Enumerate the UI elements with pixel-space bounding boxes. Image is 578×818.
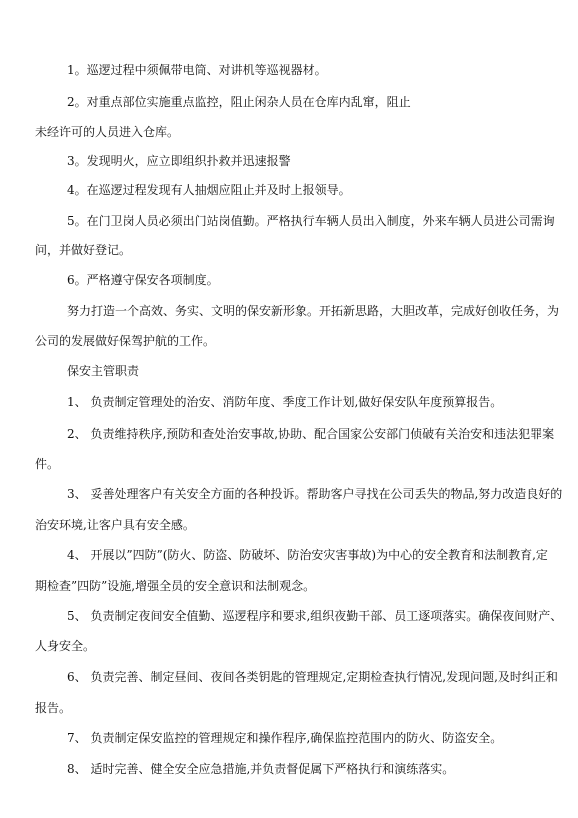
paragraph-line: 2、 负责维持秩序,预防和查处治安事故,协助、配合国家公安部门侦破有关治安和违法犯罪案 [67, 427, 555, 441]
paragraph-line: 努力打造一个高效、务实、文明的保安新形象。开拓新思路，大胆改革，完成好创收任务，为 [67, 304, 560, 318]
paragraph-line: 2。对重点部位实施重点监控，阻止闲杂人员在仓库内乱窜，阻止 [67, 95, 411, 109]
paragraph-line: 5、 负责制定夜间安全值勤、巡逻程序和要求,组织夜勤干部、员工逐项落实。确保夜间财产、 [67, 609, 563, 623]
paragraph-line: 1、 负责制定管理处的治安、消防年度、季度工作计划,做好保安队年度预算报告。 [67, 395, 503, 409]
paragraph-line: 报告。 [35, 701, 72, 715]
paragraph-line: 6。严格遵守保安各项制度。 [67, 273, 219, 287]
paragraph-line: 期检查”四防”设施,增强全员的安全意识和法制观念。 [35, 579, 316, 593]
paragraph-line: 3、 妥善处理客户有关安全方面的各种投诉。帮助客户寻找在公司丢失的物品,努力改造良好的 [67, 487, 563, 501]
paragraph-line: 5。在门卫岗人员必须出门站岗值勤。严格执行车辆人员出入制度，外来车辆人员进公司需询 [67, 214, 555, 228]
paragraph-line: 1。巡逻过程中须佩带电筒、对讲机等巡视器材。 [67, 63, 327, 77]
paragraph-line: 6、 负责完善、制定昼间、夜间各类钥匙的管理规定,定期检查执行情况,发现问题,及时纠正和 [67, 670, 558, 684]
paragraph-line: 人身安全。 [35, 639, 96, 653]
paragraph-line: 治安环境,让客户具有安全感。 [35, 518, 195, 532]
paragraph-line: 问，并做好登记。 [35, 243, 132, 257]
paragraph-line: 件。 [35, 457, 60, 471]
paragraph-line: 8、 适时完善、健全安全应急措施,并负责督促属下严格执行和演练落实。 [67, 762, 455, 776]
paragraph-line: 未经许可的人员进入仓库。 [35, 125, 180, 139]
paragraph-line: 公司的发展做好保驾护航的工作。 [35, 334, 216, 348]
paragraph-line: 4、 开展以”四防”(防火、防盗、防破坏、防治安灾害事故)为中心的安全教育和法制教育,定 [67, 548, 548, 562]
paragraph-line: 7、 负责制定保安监控的管理规定和操作程序,确保监控范围内的防火、防盗安全。 [67, 731, 503, 745]
paragraph-line: 4。在巡逻过程发现有人抽烟应阻止并及时上报领导。 [67, 183, 351, 197]
section-heading: 保安主管职责 [67, 364, 140, 378]
paragraph-line: 3。发现明火，应立即组织扑救并迅速报警 [67, 154, 291, 168]
